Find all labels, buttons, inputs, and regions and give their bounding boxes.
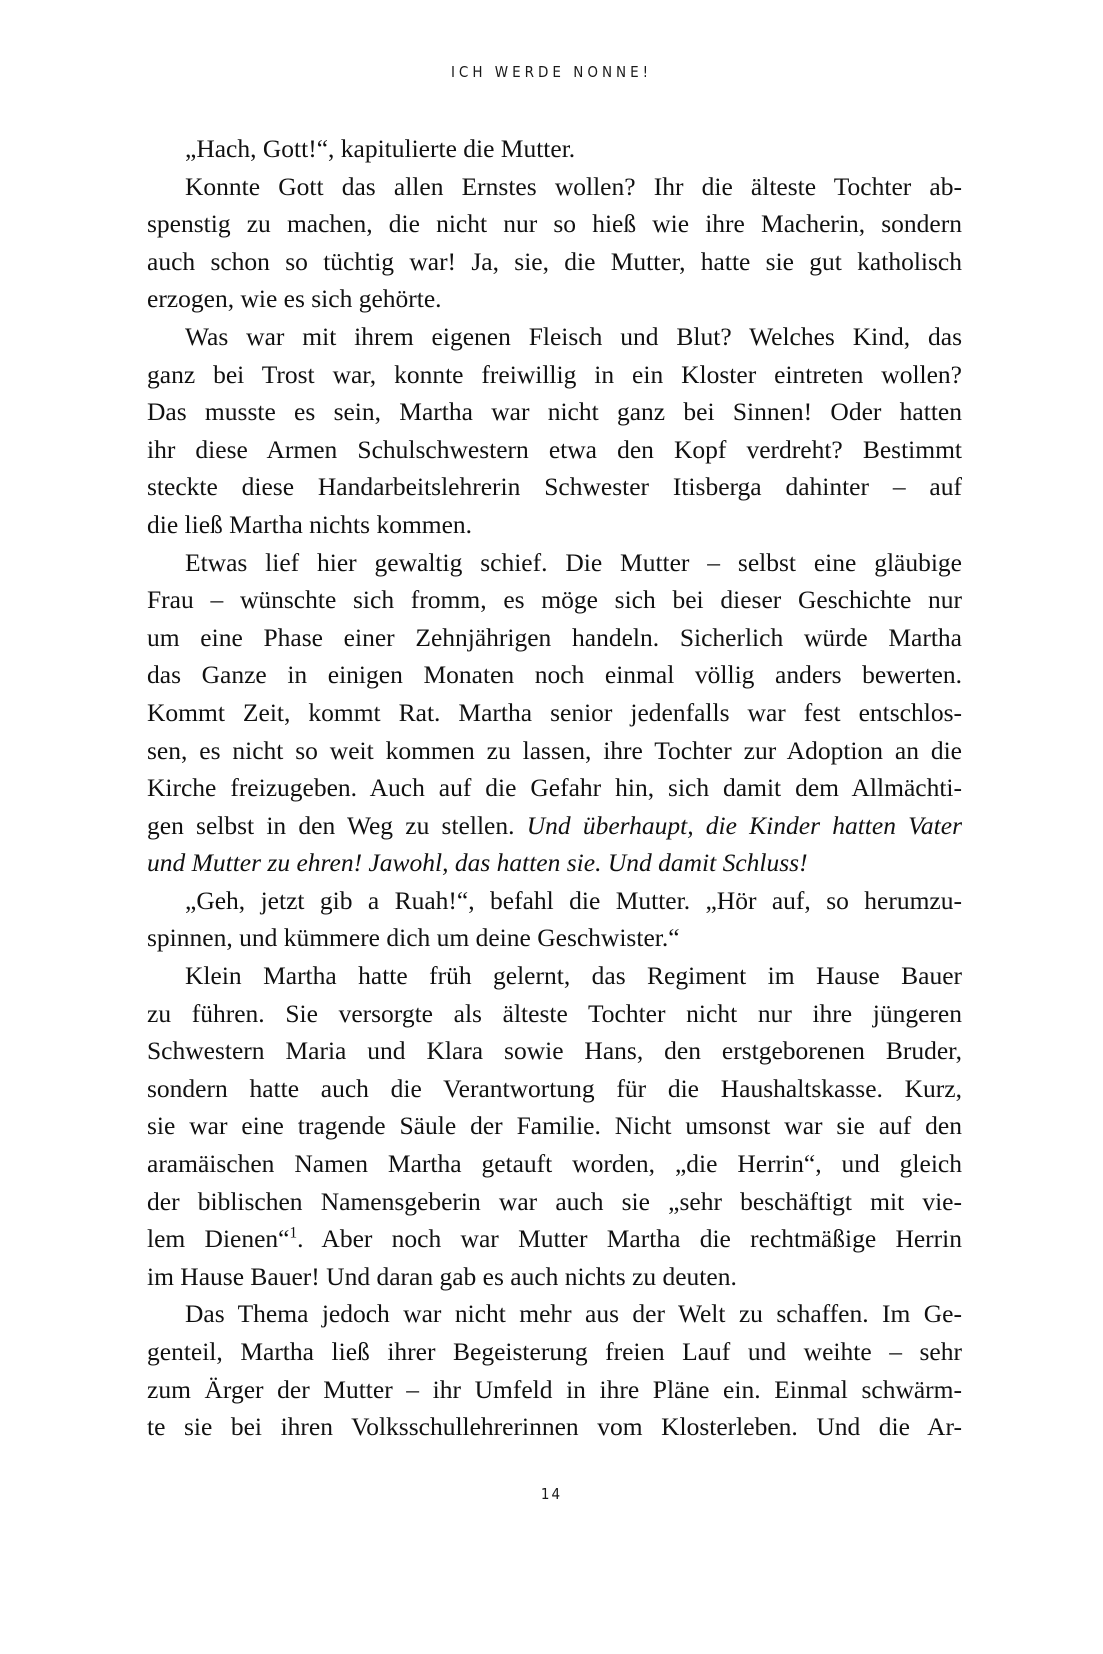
text-line [147,844,962,882]
text-line-content: Was war mit ihrem eigenen Fleisch und Blut? Welches Kind, das [185,321,962,351]
text-line-content: Schwestern Maria und Klara sowie Hans, den erstgeborenen Bruder, [147,1036,962,1066]
text-line-content: zu führen. Sie versorgte als älteste Tochter nicht nur ihre jüngeren [147,998,962,1028]
text-line-content: sen, es nicht so weit kommen zu lassen, ihre Tochter zur Adoption an die [147,735,962,765]
text-line-content: Konnte Gott das allen Ernstes wollen? Ihr die älteste Tochter ab- [185,171,962,201]
text-line [147,732,962,770]
text-line [147,1220,962,1258]
text-line-content: auch schon so tüchtig war! Ja, sie, die Mutter, hatte sie gut katholisch [147,246,962,276]
page-number: 14 [540,1485,563,1503]
text-line-content: Etwas lief hier gewaltig schief. Die Mutter – selbst eine gläubige [185,547,962,577]
text-line-content: steckte diese Handarbeitslehrerin Schwester Itisberga dahinter – auf [147,472,962,502]
text-line-content: Kommt Zeit, kommt Rat. Martha senior jedenfalls war fest entschlos- [147,697,962,727]
text-line [147,1032,962,1070]
text-line-content: Das musste es sein, Martha war nicht ganz bei Sinnen! Oder hatten [147,397,962,427]
text-line-content: der biblischen Namensgeberin war auch sie „sehr beschäftigt mit vie- [147,1186,962,1216]
text-line-content: zum Ärger der Mutter – ihr Umfeld in ihre Pläne ein. Einmal schwärm- [147,1374,962,1404]
text-line [147,431,962,469]
text-line-content: sondern hatte auch die Verantwortung für die Haushaltskasse. Kurz, [147,1073,962,1103]
footnote-marker: 1 [289,1224,298,1242]
running-head: ICH WERDE NONNE! [450,63,653,81]
text-line-content: sie war eine tragende Säule der Familie. Nicht umsonst war sie auf den [147,1111,962,1141]
text-line [147,168,962,206]
text-line [147,769,962,807]
text-line [147,1070,962,1108]
text-line [147,544,962,582]
text-line [147,656,962,694]
text-line [147,694,962,732]
text-line-content: aramäischen Namen Martha getauft worden, „die Herrin“, und gleich [147,1149,962,1179]
text-line [147,356,962,394]
text-line [147,205,962,243]
text-line [147,393,962,431]
text-line [147,957,962,995]
text-line [147,243,962,281]
text-line [147,1107,962,1145]
text-line [147,1258,962,1296]
text-line [147,1333,962,1371]
text-line [147,1371,962,1409]
text-line [147,1295,962,1333]
text-line-content: die ließ Martha nichts kommen. [147,509,473,539]
text-line-content: Klein Martha hatte früh gelernt, das Regiment im Hause Bauer [185,961,962,991]
text-line-content: spenstig zu machen, die nicht nur so hieß wie ihre Macherin, sondern [147,209,962,239]
text-line-content: um eine Phase einer Zehnjährigen handeln. Sicherlich würde Martha [147,622,962,652]
text-line [147,807,962,845]
text-line [147,280,962,318]
text-line-content: „Hach, Gott!“, kapitulierte die Mutter. [185,134,576,163]
text-line [147,995,962,1033]
text-line [147,130,962,168]
text-line-content: Das Thema jedoch war nicht mehr aus der Welt zu schaffen. Im Ge- [185,1299,962,1329]
body-text [147,130,962,1446]
text-line [147,919,962,957]
text-line-content: gen selbst in den Weg zu stellen. [147,810,515,840]
text-line-content: genteil, Martha ließ ihrer Begeisterung freien Lauf und weihte – sehr [147,1337,962,1366]
text-line [147,318,962,356]
text-line-content: „Geh, jetzt gib a Ruah!“, befahl die Mutter. „Hör auf, so herumzu- [185,885,962,915]
text-line-content: Kirche freizugeben. Auch auf die Gefahr hin, sich damit dem Allmächti- [147,773,962,803]
text-line [147,882,962,920]
text-line [147,506,962,544]
text-line [147,1408,962,1446]
text-line-content: und Mutter zu ehren! Jawohl, das hatten sie. Und damit Schluss! [147,848,808,878]
text-line-content: te sie bei ihren Volksschullehrerinnen vom Klosterleben. Und die Ar- [147,1412,962,1442]
text-line [147,1145,962,1183]
text-line [147,581,962,619]
text-line [147,1183,962,1221]
text-line-content: Frau – wünschte sich fromm, es möge sich bei dieser Geschichte nur [147,585,962,615]
text-line-content: lem Dienen“ [147,1224,290,1254]
italic-text: Und überhaupt, die Kinder hatten Vater [526,810,962,840]
text-line-tail: . Aber noch war Mutter Martha die rechtmäßige Herrin [297,1224,962,1254]
text-line-content: ihr diese Armen Schulschwestern etwa den Kopf verdreht? Bestimmt [147,434,962,464]
text-line-content: spinnen, und kümmere dich um deine Geschwister.“ [147,923,680,953]
text-line [147,468,962,506]
text-line-content: erzogen, wie es sich gehörte. [147,284,442,314]
text-line-content: ganz bei Trost war, konnte freiwillig in ein Kloster eintreten wollen? [147,359,962,389]
text-line-content: das Ganze in einigen Monaten noch einmal völlig anders bewerten. [147,660,962,690]
text-line [147,619,962,657]
text-line-content: im Hause Bauer! Und daran gab es auch nichts zu deuten. [147,1261,737,1291]
